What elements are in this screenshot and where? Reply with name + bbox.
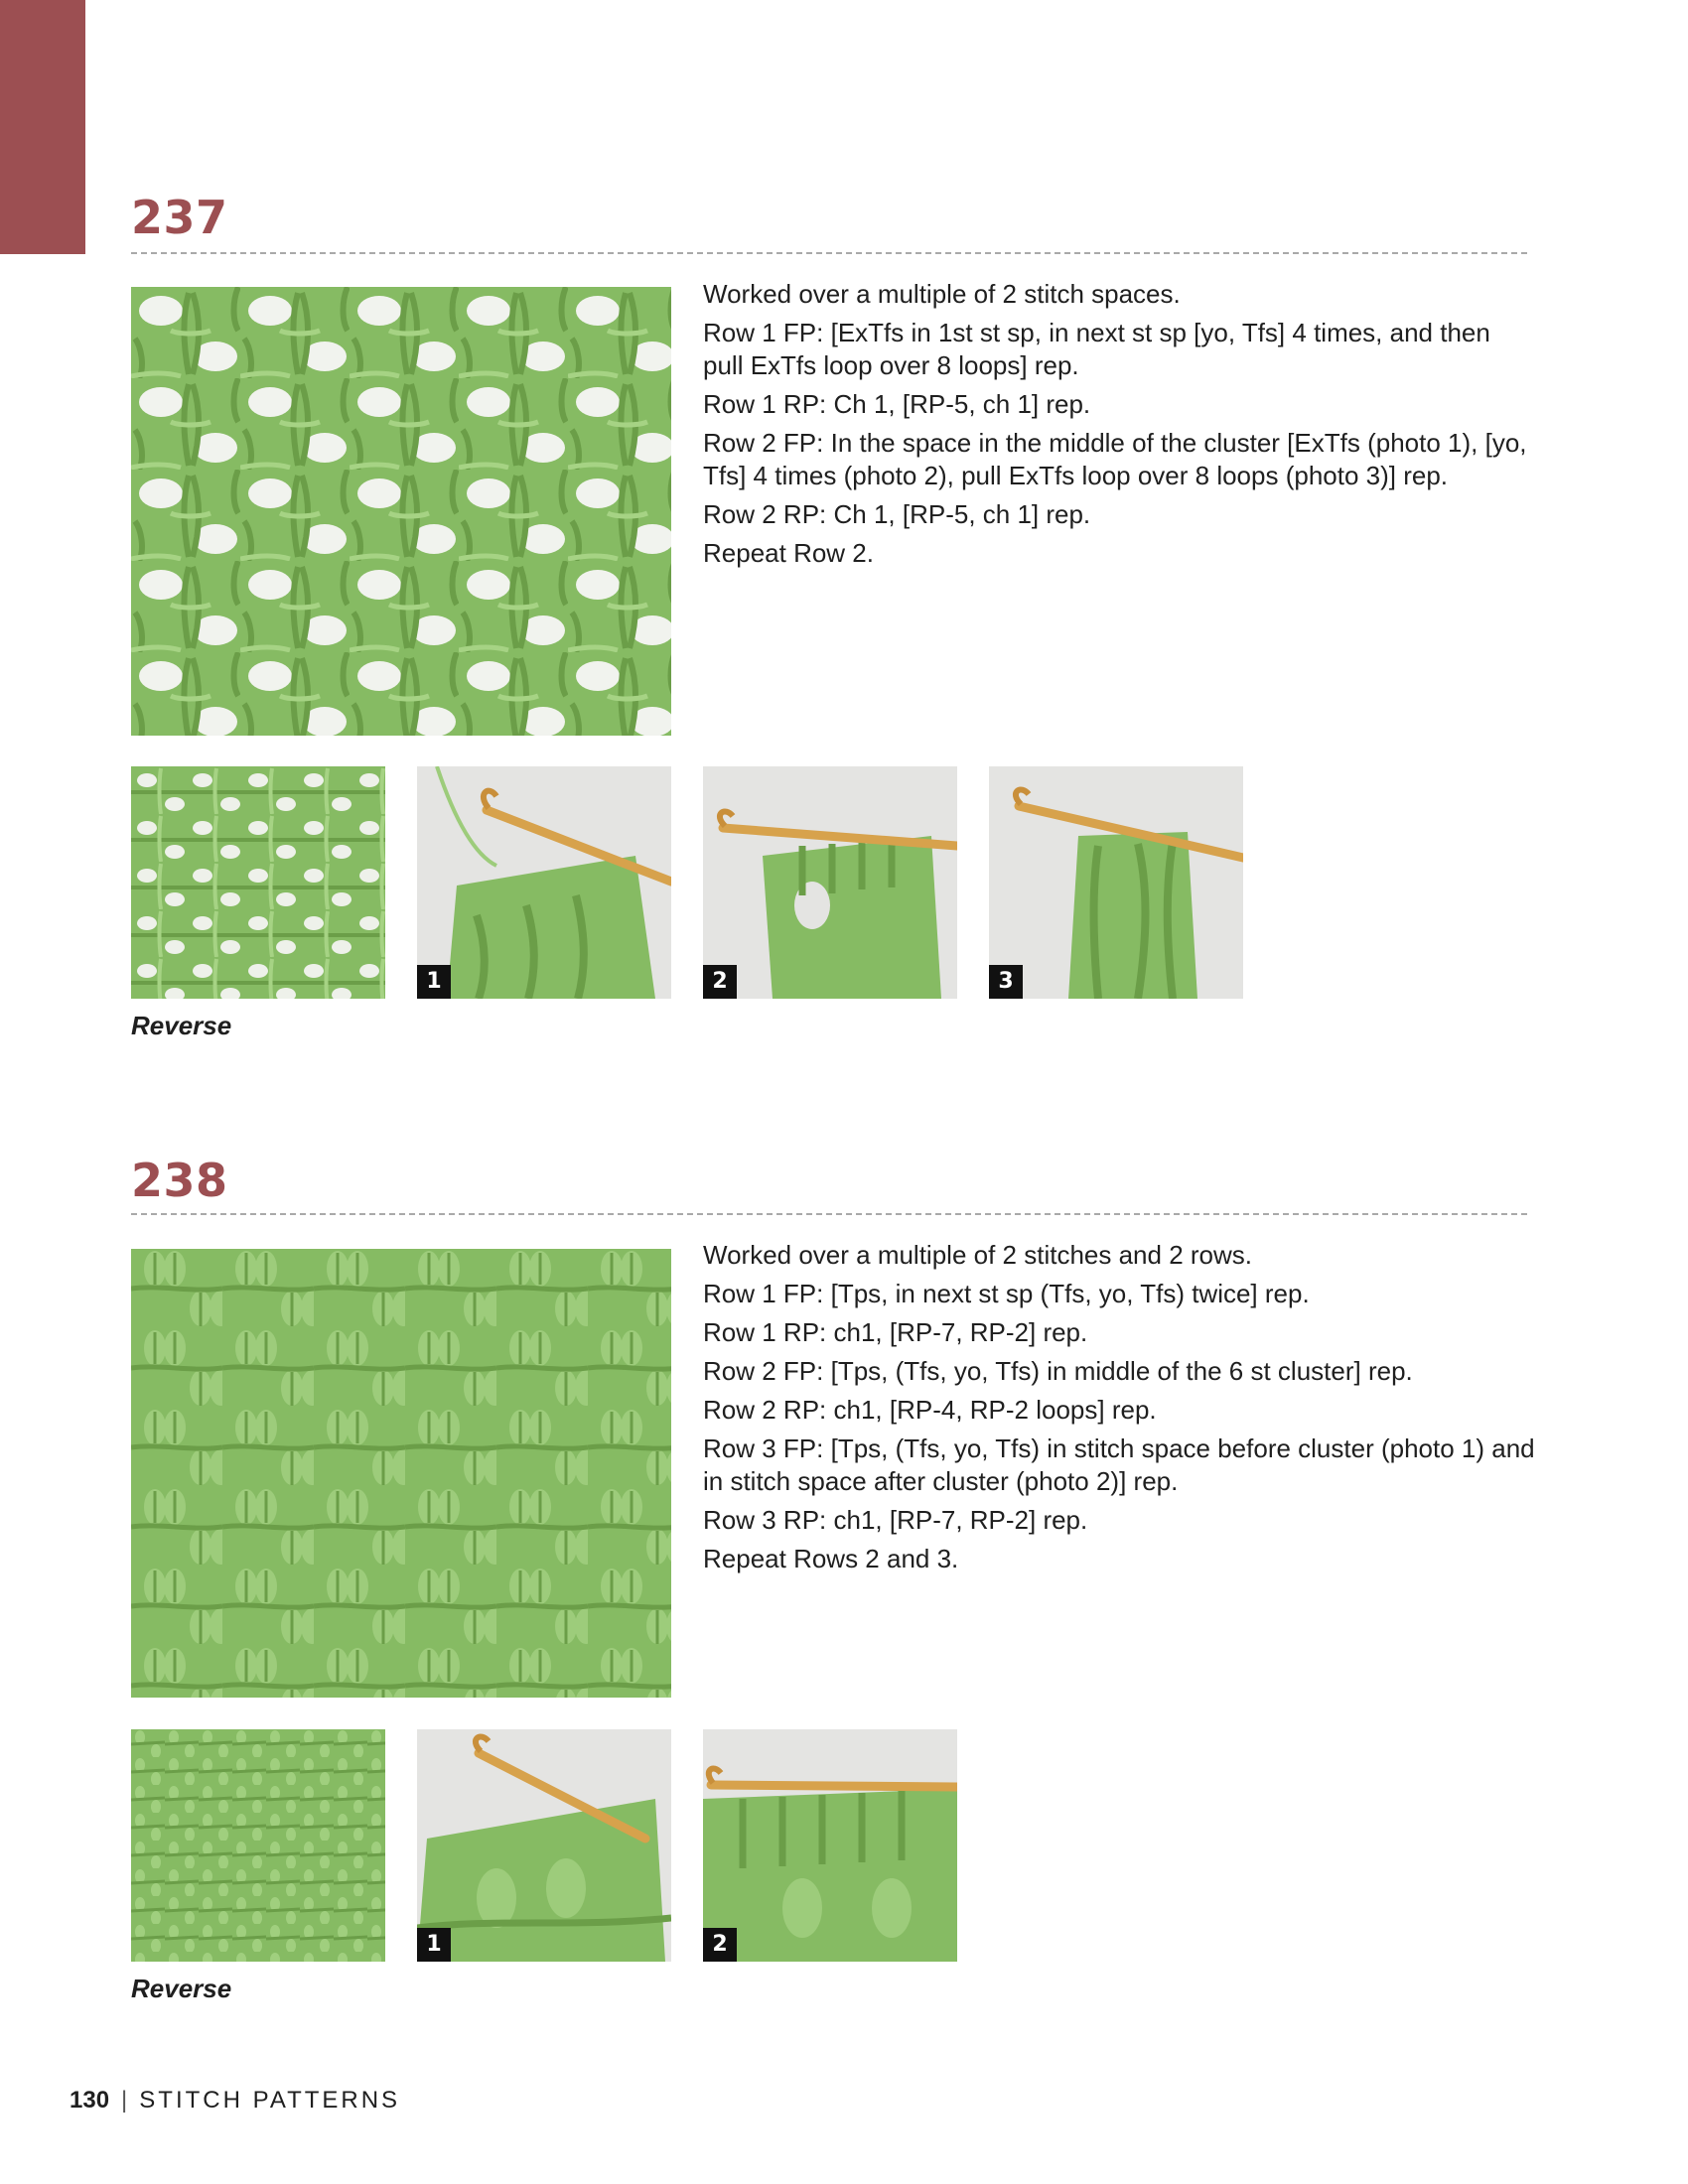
instruction-line: Row 3 RP: ch1, [RP-7, RP-2] rep. [703,1505,1088,1535]
instruction-line: Worked over a multiple of 2 stitch spaces. [703,279,1181,309]
footer-separator: | [121,2087,128,2114]
reverse-label: Reverse [131,1974,232,2003]
section-divider [131,1213,1527,1215]
reverse-label: Reverse [131,1011,232,1040]
pattern-instructions [703,1239,1537,1581]
instruction-line: Row 2 RP: ch1, [RP-4, RP-2 loops] rep. [703,1395,1157,1425]
page-number: 130 [70,2087,110,2114]
step-badge: 2 [703,965,737,999]
instruction-line: Repeat Rows 2 and 3. [703,1544,959,1573]
step-photo [703,766,957,999]
instruction-line: Row 2 FP: In the space in the middle of the cluster [ExTfs (photo 1), [yo, Tfs] 4 times (photo 2), pull ExTfs loop over 8 loops (photo 3)] rep. [703,428,1527,490]
pattern-instructions [703,278,1537,576]
section-title: STITCH PATTERNS [139,2087,401,2114]
pattern-number: 238 [131,1154,228,1207]
corner-tab [0,0,85,254]
reverse-swatch-photo [131,1729,385,1962]
instruction-line: Row 2 FP: [Tps, (Tfs, yo, Tfs) in middle of the 6 st cluster] rep. [703,1356,1413,1386]
page-footer [70,2087,400,2115]
step-photo [989,766,1243,999]
step-photo [703,1729,957,1962]
step-photo [417,766,671,999]
instruction-line: Row 2 RP: Ch 1, [RP-5, ch 1] rep. [703,499,1091,529]
section-divider [131,252,1527,254]
instruction-line: Row 3 FP: [Tps, (Tfs, yo, Tfs) in stitch space before cluster (photo 1) and in stitch space after cluster (photo 2)] rep. [703,1433,1535,1496]
main-swatch-photo [131,287,671,736]
step-badge: 2 [703,1928,737,1962]
step-badge: 1 [417,965,451,999]
instruction-line: Repeat Row 2. [703,538,874,568]
reverse-swatch-photo [131,766,385,999]
instruction-line: Row 1 FP: [ExTfs in 1st st sp, in next st sp [yo, Tfs] 4 times, and then pull ExTfs loop over 8 loops] rep. [703,318,1490,380]
pattern-number: 237 [131,191,228,244]
step-photo [417,1729,671,1962]
main-swatch-photo [131,1249,671,1698]
instruction-line: Row 1 RP: Ch 1, [RP-5, ch 1] rep. [703,389,1091,419]
step-badge: 3 [989,965,1023,999]
step-badge: 1 [417,1928,451,1962]
instruction-line: Row 1 RP: ch1, [RP-7, RP-2] rep. [703,1317,1088,1347]
instruction-line: Row 1 FP: [Tps, in next st sp (Tfs, yo, Tfs) twice] rep. [703,1279,1310,1308]
instruction-line: Worked over a multiple of 2 stitches and 2 rows. [703,1240,1252,1270]
